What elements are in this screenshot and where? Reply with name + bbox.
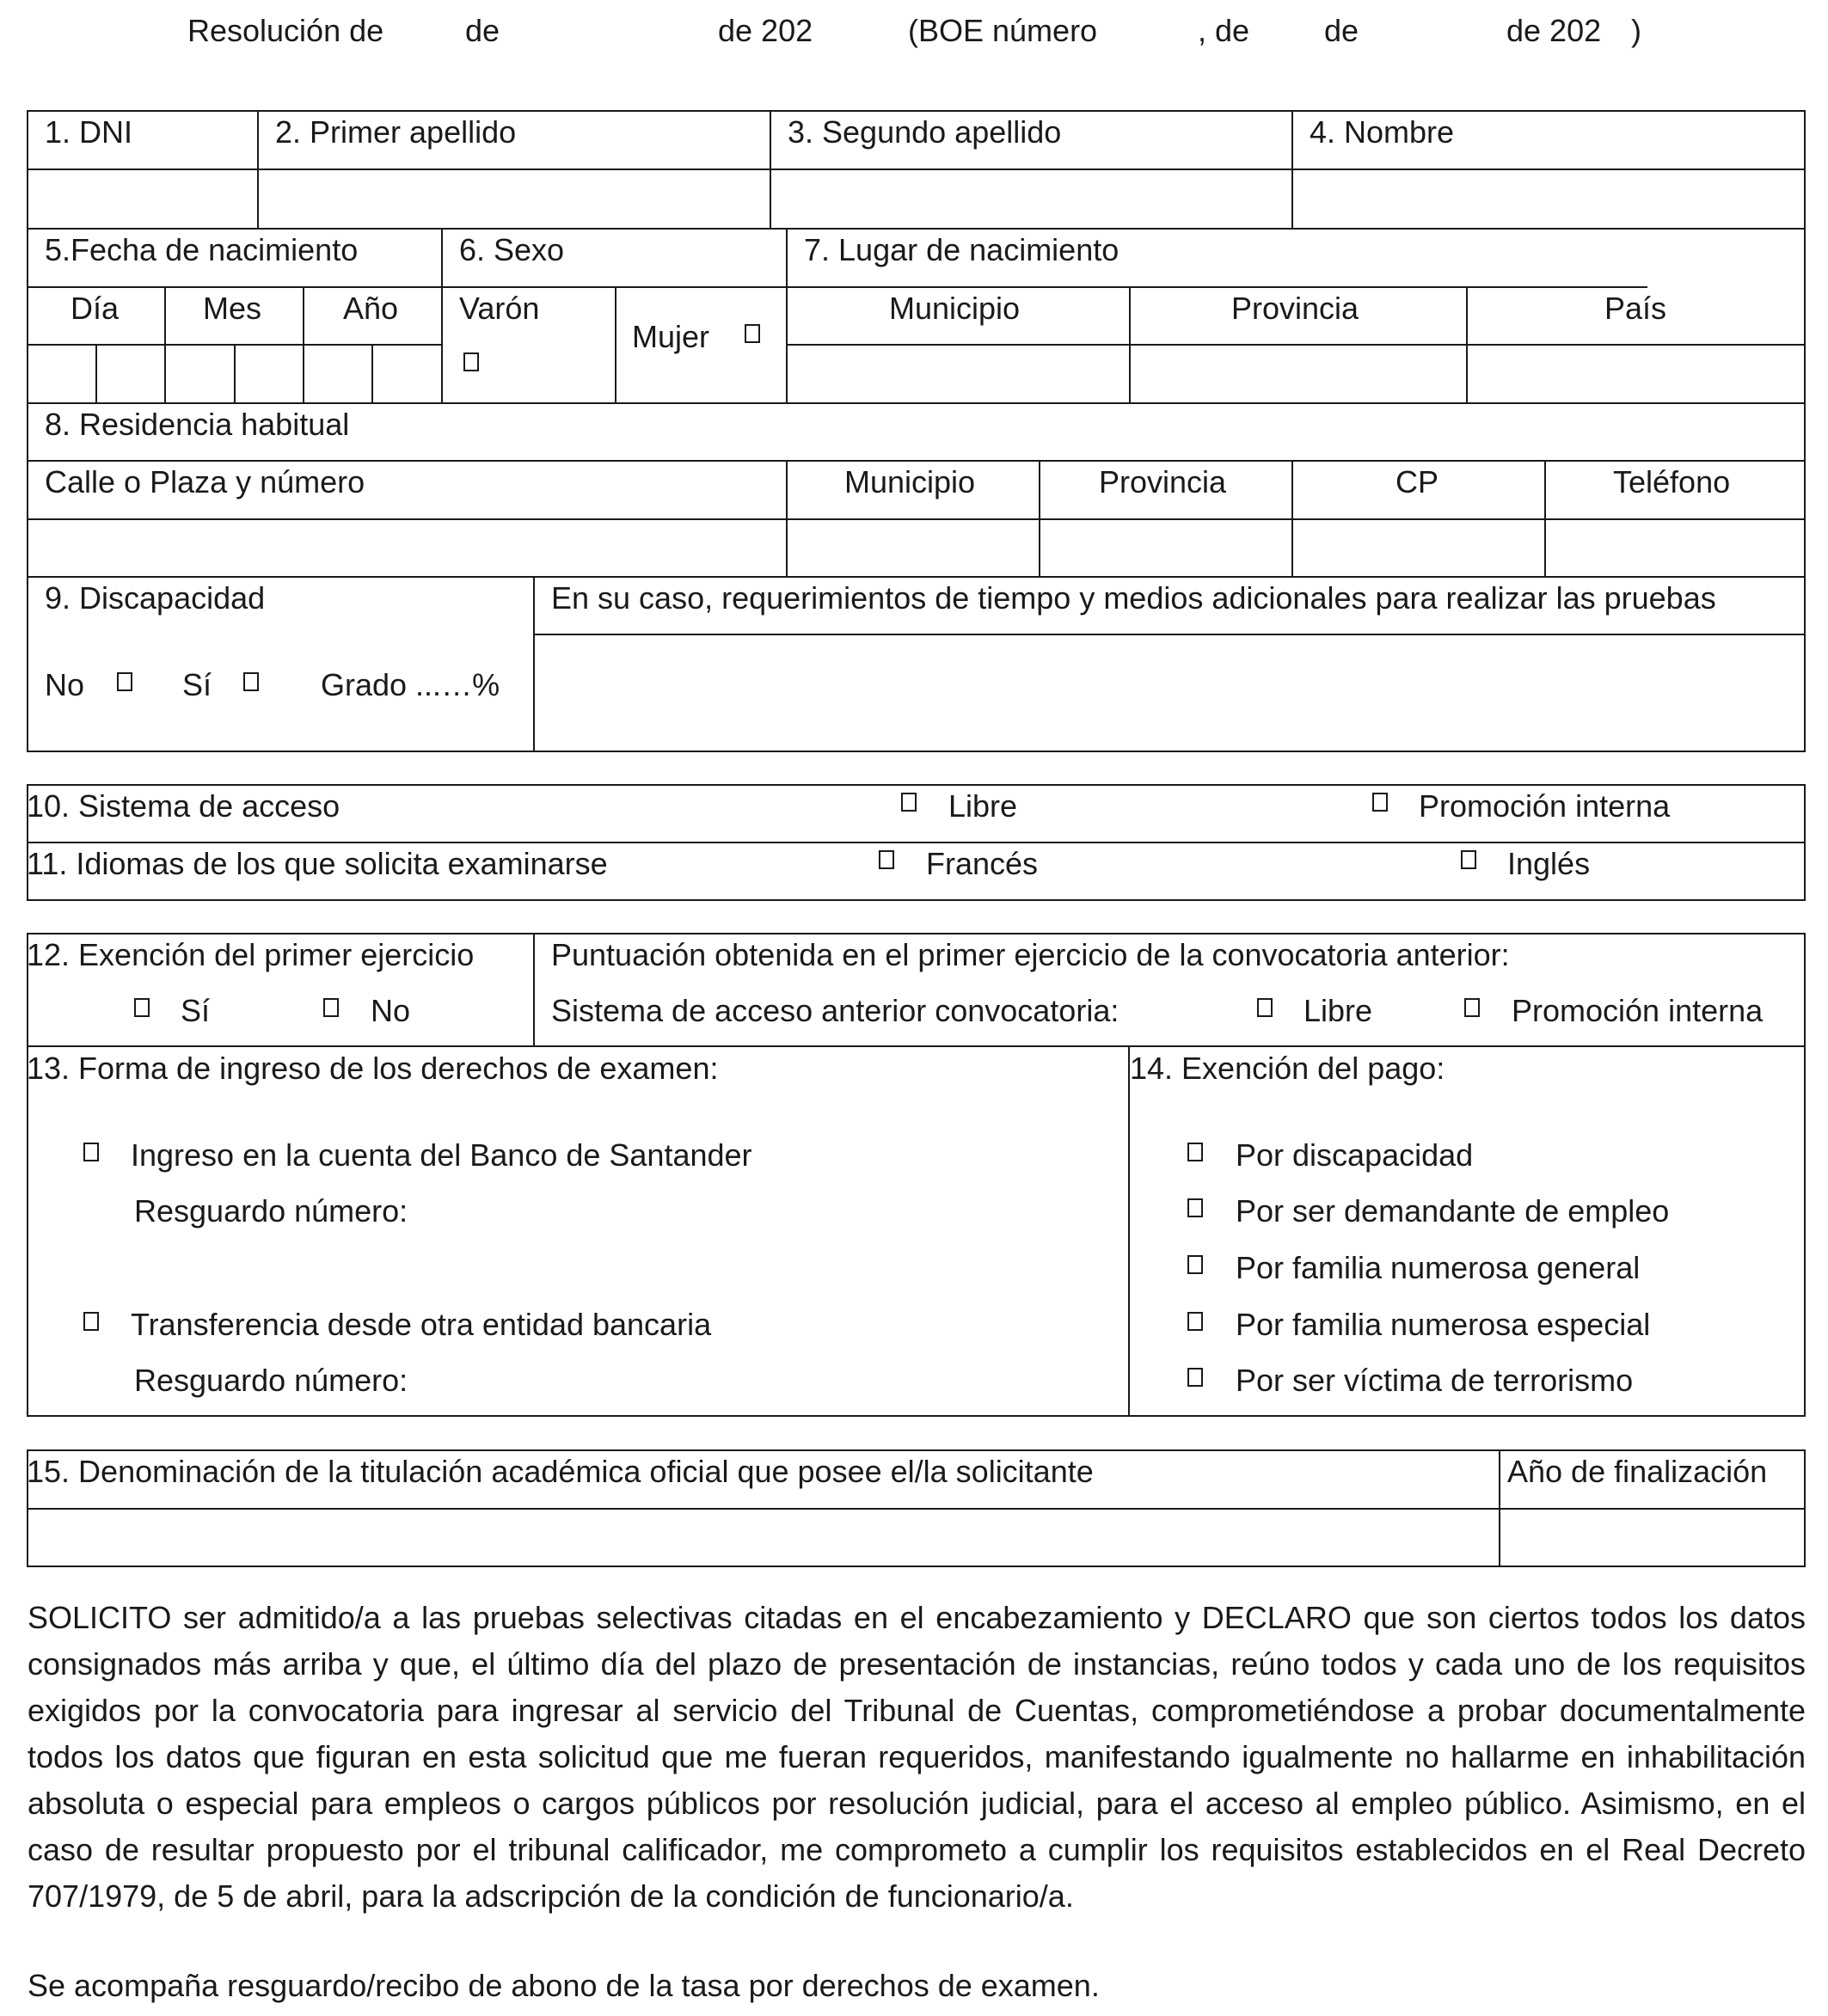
header-de-2: de [1324, 13, 1359, 48]
exencion-no-label: No [371, 993, 411, 1028]
exencion-si-label: Sí [181, 993, 211, 1028]
idiomas-label: 11. Idiomas de los que solicita examinarse [27, 846, 608, 881]
pago-familia-especial-label: Por familia numerosa especial [1236, 1307, 1651, 1342]
ingles-checkbox[interactable] [1461, 850, 1476, 869]
puntuacion-label: Puntuación obtenida en el primer ejercicio de la convocatoria anterior: [551, 937, 1510, 972]
mujer-checkbox[interactable] [745, 324, 760, 343]
transferencia-label: Transferencia desde otra entidad bancaria [131, 1307, 712, 1342]
nacimiento-pais-label: País [1604, 291, 1667, 326]
discapacidad-si-label: Sí [182, 667, 212, 702]
pago-terrorismo-label: Por ser víctima de terrorismo [1236, 1363, 1634, 1398]
pago-label: 14. Exención del pago: [1130, 1051, 1445, 1086]
anterior-promocion-label: Promoción interna [1512, 993, 1764, 1028]
nombre-label: 4. Nombre [1310, 114, 1455, 150]
residencia-provincia-label: Provincia [1099, 464, 1227, 499]
residencia-label: 8. Residencia habitual [45, 407, 350, 442]
calle-label: Calle o Plaza y número [45, 464, 365, 499]
discapacidad-no-label: No [45, 667, 85, 702]
resguardo-2-label: Resguardo número: [134, 1363, 408, 1398]
discapacidad-label: 9. Discapacidad [45, 580, 266, 616]
anio-finalizacion-label: Año de finalización [1507, 1454, 1768, 1489]
telefono-label: Teléfono [1613, 464, 1731, 499]
requerimientos-label: En su caso, requerimientos de tiempo y medios adicionales para realizar las pruebas [551, 580, 1716, 616]
dni-label: 1. DNI [45, 114, 133, 150]
exencion-label: 12. Exención del primer ejercicio [27, 937, 475, 972]
residencia-municipio-label: Municipio [844, 464, 976, 499]
pago-terrorismo-checkbox[interactable] [1187, 1368, 1203, 1387]
banco-santander-checkbox[interactable] [83, 1143, 99, 1161]
declaration-paragraph: SOLICITO ser admitido/a a las pruebas selectivas citadas en el encabezamiento y DECLARO que son ciertos todos los datos consignados más arriba y que, el último día del plazo de presentación de instancias, reúno todos y cada uno de los requisitos exigidos por la convocatoria para ingresar al servicio del Tribunal de Cuentas, comprometiéndose a probar documentalmente todos los datos que figuran en esta solicitud que me fueran requeridos, manifestando igualmente no hallarme en inhabilitación absoluta o especial para empleos o cargos públicos por resolución judicial, para el acceso al empleo público. Asimismo, en el caso de resultar propuesto por el tribunal calificador, me comprometo a cumplir los requisitos establecidos en el Real Decreto 707/1979, de 5 de abril, para la adscripción de la condición de funcionario/a. [28, 1600, 1806, 1914]
acceso-libre-label: Libre [948, 788, 1018, 824]
pago-demandante-checkbox[interactable] [1187, 1198, 1203, 1217]
header-coma-de: , de [1198, 13, 1250, 48]
lugar-nacimiento-label: 7. Lugar de nacimiento [804, 232, 1119, 267]
sistema-anterior-label: Sistema de acceso anterior convocatoria: [551, 993, 1119, 1028]
titulacion-label: 15. Denominación de la titulación académica oficial que posee el/la solicitante [27, 1454, 1094, 1489]
cp-label: CP [1396, 464, 1439, 499]
acceso-promocion-checkbox[interactable] [1372, 793, 1388, 812]
anterior-libre-checkbox[interactable] [1257, 998, 1273, 1017]
header-boe: (BOE número [908, 13, 1098, 48]
mujer-label: Mujer [632, 319, 710, 354]
pago-discapacidad-checkbox[interactable] [1187, 1143, 1203, 1161]
fecha-nacimiento-label: 5.Fecha de nacimiento [45, 232, 359, 267]
nacimiento-provincia-label: Provincia [1231, 291, 1359, 326]
varon-checkbox[interactable] [463, 352, 479, 371]
mes-label: Mes [203, 291, 262, 326]
acceso-promocion-label: Promoción interna [1419, 788, 1671, 824]
anterior-libre-label: Libre [1304, 993, 1373, 1028]
dia-label: Día [71, 291, 120, 326]
header-de-202: de 202 [718, 13, 813, 48]
pago-familia-especial-checkbox[interactable] [1187, 1312, 1203, 1331]
header-de-202-b: de 202 [1506, 13, 1602, 48]
sistema-acceso-label: 10. Sistema de acceso [27, 788, 340, 824]
pago-familia-general-checkbox[interactable] [1187, 1255, 1203, 1274]
grado-label: Grado ...…% [321, 667, 500, 702]
acceso-libre-checkbox[interactable] [901, 793, 917, 812]
pago-demandante-label: Por ser demandante de empleo [1236, 1193, 1670, 1229]
attachment-note: Se acompaña resguardo/recibo de abono de la tasa por derechos de examen. [28, 1968, 1100, 2003]
segundo-apellido-label: 3. Segundo apellido [788, 114, 1062, 150]
varon-label: Varón [459, 291, 540, 326]
exencion-si-checkbox[interactable] [134, 998, 150, 1017]
exencion-no-checkbox[interactable] [323, 998, 339, 1017]
frances-checkbox[interactable] [879, 850, 894, 869]
discapacidad-si-checkbox[interactable] [243, 672, 259, 691]
sexo-label: 6. Sexo [459, 232, 565, 267]
anterior-promocion-checkbox[interactable] [1464, 998, 1480, 1017]
frances-label: Francés [926, 846, 1039, 881]
header-paren: ) [1631, 13, 1641, 48]
primer-apellido-label: 2. Primer apellido [275, 114, 517, 150]
resguardo-1-label: Resguardo número: [134, 1193, 408, 1229]
header-de: de [465, 13, 500, 48]
anio-label: Año [343, 291, 399, 326]
transferencia-checkbox[interactable] [83, 1312, 99, 1331]
pago-discapacidad-label: Por discapacidad [1236, 1137, 1474, 1173]
ingles-label: Inglés [1507, 846, 1591, 881]
banco-santander-label: Ingreso en la cuenta del Banco de Santander [131, 1137, 752, 1173]
ingreso-label: 13. Forma de ingreso de los derechos de examen: [27, 1051, 719, 1086]
discapacidad-no-checkbox[interactable] [117, 672, 132, 691]
pago-familia-general-label: Por familia numerosa general [1236, 1250, 1641, 1285]
header-resolucion: Resolución de [187, 13, 384, 48]
nacimiento-municipio-label: Municipio [889, 291, 1021, 326]
